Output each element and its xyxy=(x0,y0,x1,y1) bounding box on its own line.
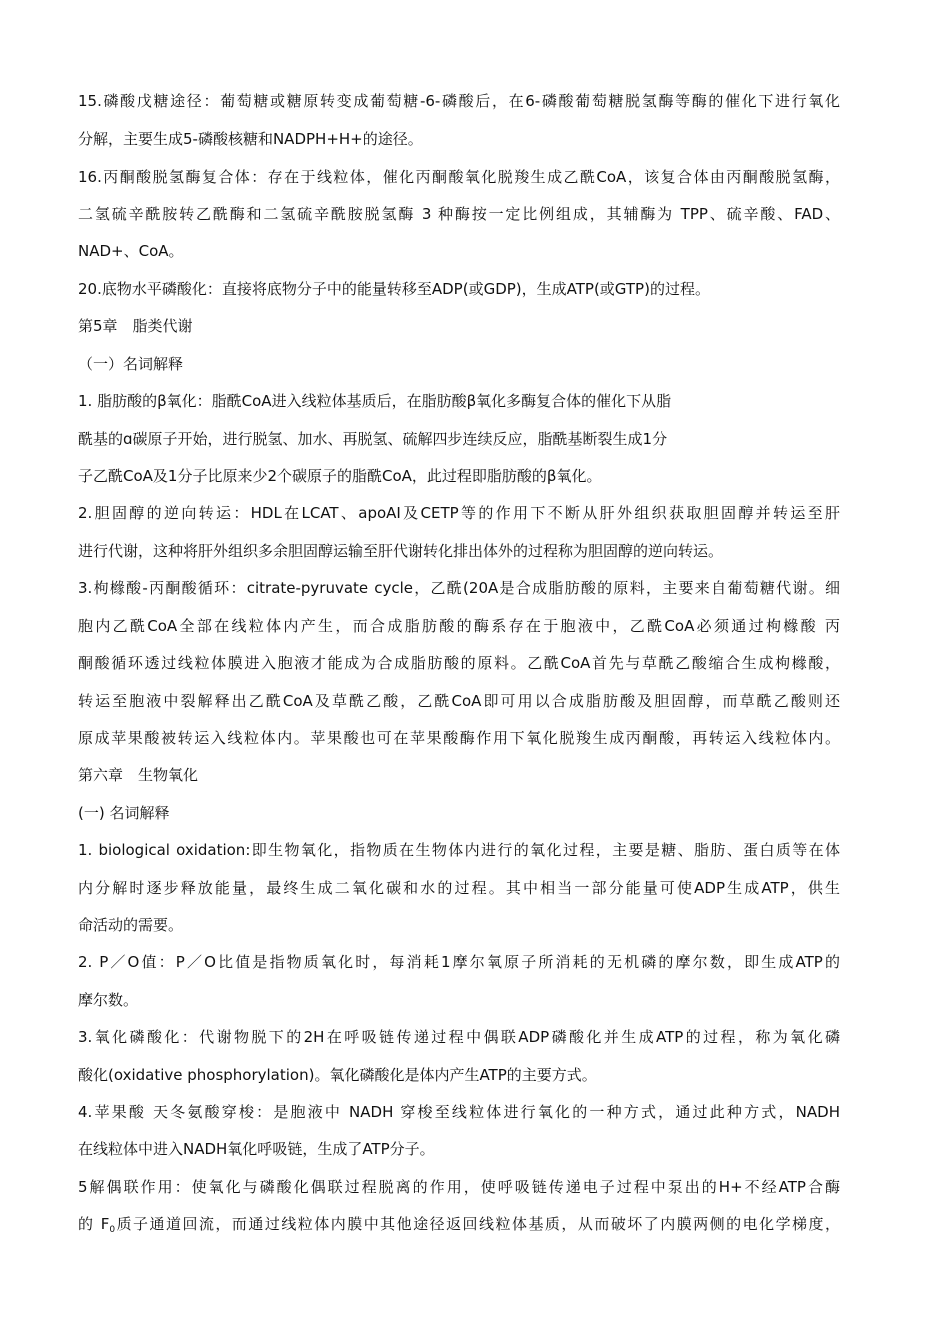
text-line: 在线粒体中进入NADH氧化呼吸链，生成了ATP分子。 xyxy=(78,1140,435,1158)
text-line: 1. 脂肪酸的β氧化：脂酰CoA进入线粒体基质后，在脂肪酸β氧化多酶复合体的催化下从脂 xyxy=(78,392,672,410)
text-line: 酮酸循环透过线粒体膜进入胞液才能成为合成脂肪酸的原料。乙酰CoA首先与草酰乙酸缩合生成枸橼酸， xyxy=(78,654,840,672)
text-line: 15.磷酸戊糖途径：葡萄糖或糖原转变成葡萄糖-6-磷酸后，在6-磷酸葡萄糖脱氢酶等酶的催化下进行氧化 xyxy=(78,92,840,110)
chapter-heading: 第5章 脂类代谢 xyxy=(78,317,193,335)
text-line-with-subscript xyxy=(78,1212,840,1236)
text-line: 分解，主要生成5-磷酸核糖和NADPH+H+的途径。 xyxy=(78,130,423,148)
text-line: 酸化(oxidative phosphorylation)。氧化磷酸化是体内产生ATP的主要方式。 xyxy=(78,1066,597,1084)
text-line: 转运至胞液中裂解释出乙酰CoA及草酰乙酸，乙酰CoA即可用以合成脂肪酸及胆固醇，而草酰乙酸则还 xyxy=(78,692,840,710)
text-line: 酰基的ɑ碳原子开始，进行脱氢、加水、再脱氢、硫解四步连续反应，脂酰基断裂生成1分 xyxy=(78,430,668,448)
text-line: 2.胆固醇的逆向转运：HDL在LCAT、apoAI及CETP等的作用下不断从肝外组织获取胆固醇并转运至肝 xyxy=(78,504,840,522)
text-line: 内分解时逐步释放能量，最终生成二氧化碳和水的过程。其中相当一部分能量可使ADP生成ATP，供生 xyxy=(78,879,840,897)
text-line: 胞内乙酰CoA全部在线粒体内产生，而合成脂肪酸的酶系存在于胞液中，乙酰CoA必须通过枸橼酸 丙 xyxy=(78,617,840,635)
text-line: 4.苹果酸 天冬氨酸穿梭：是胞液中 NADH 穿梭至线粒体进行氧化的一种方式，通过此种方式，NADH xyxy=(78,1103,840,1121)
text-line: 摩尔数。 xyxy=(78,991,139,1009)
text-line: 3.氧化磷酸化：代谢物脱下的2H在呼吸链传递过程中偶联ADP磷酸化并生成ATP的过程，称为氧化磷 xyxy=(78,1028,840,1046)
text-line: 20.底物水平磷酸化：直接将底物分子中的能量转移至ADP(或GDP)，生成ATP(或GTP)的过程。 xyxy=(78,280,710,298)
section-heading: (一) 名词解释 xyxy=(78,804,170,822)
text-line: 5解偶联作用：使氧化与磷酸化偶联过程脱离的作用，使呼吸链传递电子过程中泵出的H+不经ATP合酶 xyxy=(78,1178,840,1196)
text-line: 进行代谢，这种将肝外组织多余胆固醇运输至肝代谢转化排出体外的过程称为胆固醇的逆向转运。 xyxy=(78,542,724,560)
text-line: 1. biological oxidation:即生物氧化，指物质在生物体内进行的氧化过程，主要是糖、脂肪、蛋白质等在体 xyxy=(78,841,840,859)
section-heading: （一）名词解释 xyxy=(78,355,184,373)
text-line: 二氢硫辛酰胺转乙酰酶和二氢硫辛酰胺脱氢酶 3 种酶按一定比例组成，其辅酶为 TPP、硫辛酸、FAD、 xyxy=(78,205,840,223)
text-line: 原成苹果酸被转运入线粒体内。苹果酸也可在苹果酸酶作用下氧化脱羧生成丙酮酸，再转运入线粒体内。 xyxy=(78,729,840,747)
text-line: 命活动的需要。 xyxy=(78,916,184,934)
text-fragment: 质子通道回流，而通过线粒体内膜中其他途径返回线粒体基质，从而破坏了内膜两侧的电化学梯度， xyxy=(115,1215,840,1233)
text-line: 3.枸橼酸-丙酮酸循环：citrate-pyruvate cycle，乙酰(20A是合成脂肪酸的原料，主要来自葡萄糖代谢。细 xyxy=(78,579,840,597)
text-line: 子乙酰CoA及1分子比原来少2个碳原子的脂酰CoA，此过程即脂肪酸的β氧化。 xyxy=(78,467,602,485)
text-line: NAD+、CoA。 xyxy=(78,242,184,260)
chapter-heading: 第六章 生物氧化 xyxy=(78,766,199,784)
text-line: 16.丙酮酸脱氢酶复合体：存在于线粒体，催化丙酮酸氧化脱羧生成乙酰CoA，该复合体由丙酮酸脱氢酶， xyxy=(78,168,840,186)
text-line: 2. P／O值：P／O比值是指物质氧化时，每消耗1摩尔氧原子所消耗的无机磷的摩尔数，即生成ATP的 xyxy=(78,953,840,971)
text-fragment: 的 F xyxy=(78,1215,110,1233)
subscript-zero: 0 xyxy=(109,1225,116,1235)
